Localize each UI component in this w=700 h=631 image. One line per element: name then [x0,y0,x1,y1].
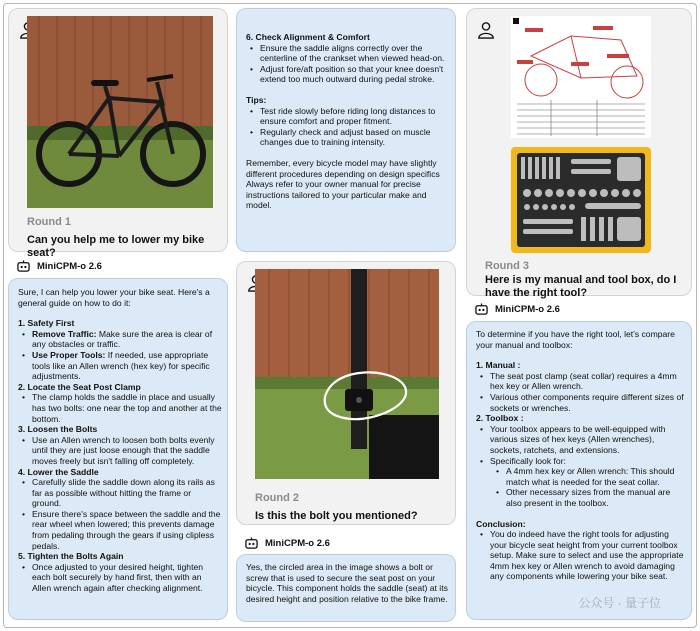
manual-bullet: • Various other components require different sizes of sockets or wrenches. [476,392,686,413]
toolbox-title: 2. Toolbox : [476,413,524,424]
toolbox-photo [511,147,651,253]
step6-bullet: • Adjust fore/aft position so that your knee doesn't extend too much outward during pedal stroke. [246,64,452,85]
round2-question: Is this the bolt you mentioned? [255,510,418,522]
tips-title: Tips: [246,94,267,105]
step-bullet-text: If needed, use appropriate tools like an Allen wrench (hex key) for specific adjustments. [32,349,210,382]
step-bullet-text: Ensure there's space between the saddle and the rear wheel when lowered; this prevents damage from pedaling through the gears if using clipless pedals. [32,508,221,551]
conclusion-list [476,529,686,582]
step-list [18,477,222,551]
round1-bot-name: MiniCPM-o 2.6 [37,261,102,272]
step-title: 1. Safety First [18,318,75,329]
manual-list [476,371,686,413]
round3-reply [466,321,692,620]
step6-title: 6. Check Alignment & Comfort [246,32,370,42]
manual-bullet: • The seat post clamp (seat collar) requires a 4mm hex key or Allen wrench. [476,371,686,392]
round1-intro: Sure, I can help you lower your bike seat. Here's a general guide on how to do it: [18,287,210,308]
step6-bullet: • Ensure the saddle aligns correctly over the centerline of the crankset when viewed head-on. [246,43,452,64]
robot-icon [244,537,259,550]
round2-reply [236,554,456,622]
round3-user-card [466,8,692,299]
round3-intro: To determine if you have the right tool, let's compare your manual and toolbox: [476,329,675,350]
manual-title: 1. Manual : [476,360,521,371]
round2-user-card [236,261,456,525]
round1-user-card [8,8,228,259]
robot-icon [474,303,489,316]
step-bullet-heading: Use Proper Tools: [32,349,106,360]
step-list [18,435,222,467]
toolbox-bullet: • Specifically look for: [476,456,686,467]
step-bullet [18,329,222,350]
round1-reply [8,278,228,620]
conclusion-title: Conclusion: [476,518,526,529]
toolbox-sub-bullet: • A 4mm hex key or Allen wrench: This should match what is needed for the seat collar. [476,466,686,487]
round3-bot-label [474,303,560,316]
step-title: 5. Tighten the Bolts Again [18,551,124,562]
step-list [18,562,222,594]
step-title: 2. Locate the Seat Post Clamp [18,381,141,392]
step-title: 4. Lower the Saddle [18,466,99,477]
round1-label: Round 1 [27,216,71,228]
round3-bot-name: MiniCPM-o 2.6 [495,304,560,315]
step-bullet [18,509,222,551]
user-avatar-icon [477,21,495,39]
toolbox-list [476,424,686,509]
closing-note: Remember, every bicycle model may have slightly different procedures depending on design specifics Always refer to your owner manual for precise instructions tailored to your particular make and model. [246,157,440,211]
step-bullet-text: Once adjusted to your desired height, tighten each bolt securely by hand first, then with an Allen wrench again after checking alignment. [32,561,204,594]
manual-photo [511,16,651,138]
round2-answer: Yes, the circled area in the image shows a bolt or screw that is used to secure the seat post on your bicycle. This component holds the saddle (seat) at its desired height and position relative to the bike frame. [246,562,448,604]
step-bullet-text: Carefully slide the saddle down along its rails as far as possible without hitting the frame or ground. [32,477,215,509]
tip-bullet: • Test ride slowly before riding long distances to ensure comfort and proper fitment. [246,106,452,127]
step-title: 3. Loosen the Bolts [18,424,98,435]
step-bullet [18,435,222,467]
watermark: 公众号 · 量子位 [578,596,661,610]
round3-label: Round 3 [485,260,529,272]
toolbox-bullet: • Your toolbox appears to be well-equipped with various sizes of hex keys (Allen wrenches), sockets, ratchets, and extensions. [476,424,686,456]
step-bullet [18,392,222,424]
round1-bot-label [16,260,102,273]
step-bullet-text: Make sure the area is clear of any obstacles or traffic. [32,328,213,350]
round2-bot-name: MiniCPM-o 2.6 [265,538,330,549]
step-bullet [18,350,222,382]
tips-list [246,106,452,148]
step6-list [246,43,452,85]
conclusion-bullet: • You do indeed have the right tools for adjusting your bicycle seat height from your current toolbox setup. Make sure to select and use the appropriate 4mm hex key or Allen wrench to avoid damaging any components while lowering your bike seat. [476,529,686,582]
round1-steps [18,318,222,593]
tip-bullet: • Regularly check and adjust based on muscle changes due to training intensity. [246,127,452,148]
bike-photo [27,16,213,208]
seat-post-photo [255,269,439,479]
round1-question: Can you help me to lower my bike seat? [27,234,205,259]
step-bullet [18,477,222,509]
step-bullet [18,562,222,594]
toolbox-sub-bullet: • Other necessary sizes from the manual are also present in the toolbox. [476,487,686,508]
continuation-reply [236,8,456,252]
step-list [18,329,222,382]
step-bullet-heading: Remove Traffic: [32,328,97,339]
step-list [18,392,222,424]
round2-bot-label [244,537,330,550]
round2-label: Round 2 [255,492,299,504]
round3-question: Here is my manual and tool box, do I have the right tool? [485,274,677,299]
robot-icon [16,260,31,273]
step-bullet-text: The clamp holds the saddle in place and usually has two bolts: one near the top and another at the bottom. [32,392,222,424]
step-bullet-text: Use an Allen wrench to loosen both bolts evenly until they are just loose enough that the saddle moves freely but isn't falling off completely. [32,434,215,466]
